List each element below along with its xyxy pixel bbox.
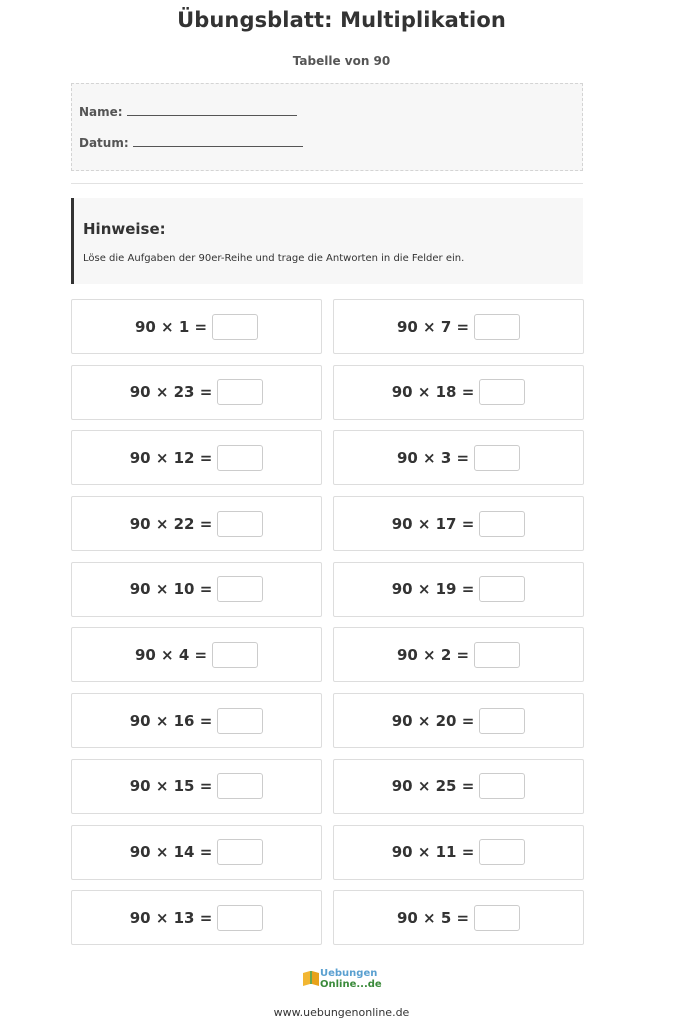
answer-box[interactable] xyxy=(217,773,263,799)
problem-card xyxy=(333,496,584,551)
problem-equation: 90 × 3 = xyxy=(396,448,470,467)
answer-box[interactable] xyxy=(217,379,263,405)
problem-equation: 90 × 18 = xyxy=(391,383,475,402)
problem-card xyxy=(71,562,322,617)
logo-text-line2: Online...de xyxy=(320,979,382,990)
problem-equation: 90 × 17 = xyxy=(391,514,475,533)
logo-text-line1: Uebungen xyxy=(320,968,378,979)
problem-card xyxy=(333,365,584,420)
problem-card xyxy=(333,562,584,617)
divider xyxy=(71,183,583,184)
problem-card xyxy=(71,365,322,420)
date-label: Datum: xyxy=(79,136,129,150)
problem-equation: 90 × 7 = xyxy=(396,317,470,336)
site-logo xyxy=(302,967,382,995)
worksheet-title: Übungsblatt: Multiplikation xyxy=(177,8,506,32)
problem-grid xyxy=(71,299,585,945)
answer-box[interactable] xyxy=(217,576,263,602)
problem-card xyxy=(333,299,584,354)
problem-card xyxy=(71,627,322,682)
name-label: Name: xyxy=(79,105,123,119)
answer-box[interactable] xyxy=(474,314,520,340)
problem-card xyxy=(333,825,584,880)
problem-card xyxy=(71,496,322,551)
problem-card xyxy=(333,627,584,682)
answer-box[interactable] xyxy=(212,642,258,668)
answer-box[interactable] xyxy=(474,905,520,931)
answer-box[interactable] xyxy=(474,445,520,471)
problem-equation: 90 × 12 = xyxy=(129,448,213,467)
date-line[interactable] xyxy=(133,136,303,147)
problem-equation: 90 × 10 = xyxy=(129,580,213,599)
student-info-box xyxy=(71,83,583,171)
problem-equation: 90 × 23 = xyxy=(129,383,213,402)
problem-card xyxy=(333,890,584,945)
answer-box[interactable] xyxy=(217,839,263,865)
problem-card xyxy=(71,693,322,748)
name-field[interactable] xyxy=(79,105,297,119)
problem-card xyxy=(333,759,584,814)
date-field[interactable] xyxy=(79,136,303,150)
problem-equation: 90 × 15 = xyxy=(129,777,213,796)
answer-box[interactable] xyxy=(217,905,263,931)
book-icon xyxy=(302,969,320,987)
answer-box[interactable] xyxy=(217,708,263,734)
problem-card xyxy=(71,825,322,880)
problem-equation: 90 × 20 = xyxy=(391,711,475,730)
problem-equation: 90 × 5 = xyxy=(396,908,470,927)
answer-box[interactable] xyxy=(479,773,525,799)
problem-equation: 90 × 2 = xyxy=(396,645,470,664)
answer-box[interactable] xyxy=(479,708,525,734)
problem-card xyxy=(333,693,584,748)
problem-equation: 90 × 22 = xyxy=(129,514,213,533)
name-line[interactable] xyxy=(127,105,297,116)
problem-equation: 90 × 25 = xyxy=(391,777,475,796)
footer-url[interactable]: www.uebungenonline.de xyxy=(273,1006,410,1019)
problem-equation: 90 × 13 = xyxy=(129,908,213,927)
hint-box xyxy=(71,198,583,284)
problem-card xyxy=(71,430,322,485)
answer-box[interactable] xyxy=(217,445,263,471)
answer-box[interactable] xyxy=(212,314,258,340)
answer-box[interactable] xyxy=(479,576,525,602)
problem-equation: 90 × 16 = xyxy=(129,711,213,730)
problem-equation: 90 × 11 = xyxy=(391,843,475,861)
worksheet-subtitle: Tabelle von 90 xyxy=(292,54,391,68)
problem-card xyxy=(333,430,584,485)
problem-card xyxy=(71,890,322,945)
problem-card xyxy=(71,299,322,354)
answer-box[interactable] xyxy=(479,839,525,865)
answer-box[interactable] xyxy=(479,379,525,405)
problem-card xyxy=(71,759,322,814)
hint-title: Hinweise: xyxy=(83,220,166,238)
problem-equation: 90 × 19 = xyxy=(391,580,475,599)
hint-text: Löse die Aufgaben der 90er-Reihe und trage die Antworten in die Felder ein. xyxy=(83,253,465,264)
problem-equation: 90 × 1 = xyxy=(134,317,208,336)
answer-box[interactable] xyxy=(217,511,263,537)
problem-equation: 90 × 4 = xyxy=(134,645,208,664)
problem-equation: 90 × 14 = xyxy=(129,843,213,861)
answer-box[interactable] xyxy=(479,511,525,537)
answer-box[interactable] xyxy=(474,642,520,668)
